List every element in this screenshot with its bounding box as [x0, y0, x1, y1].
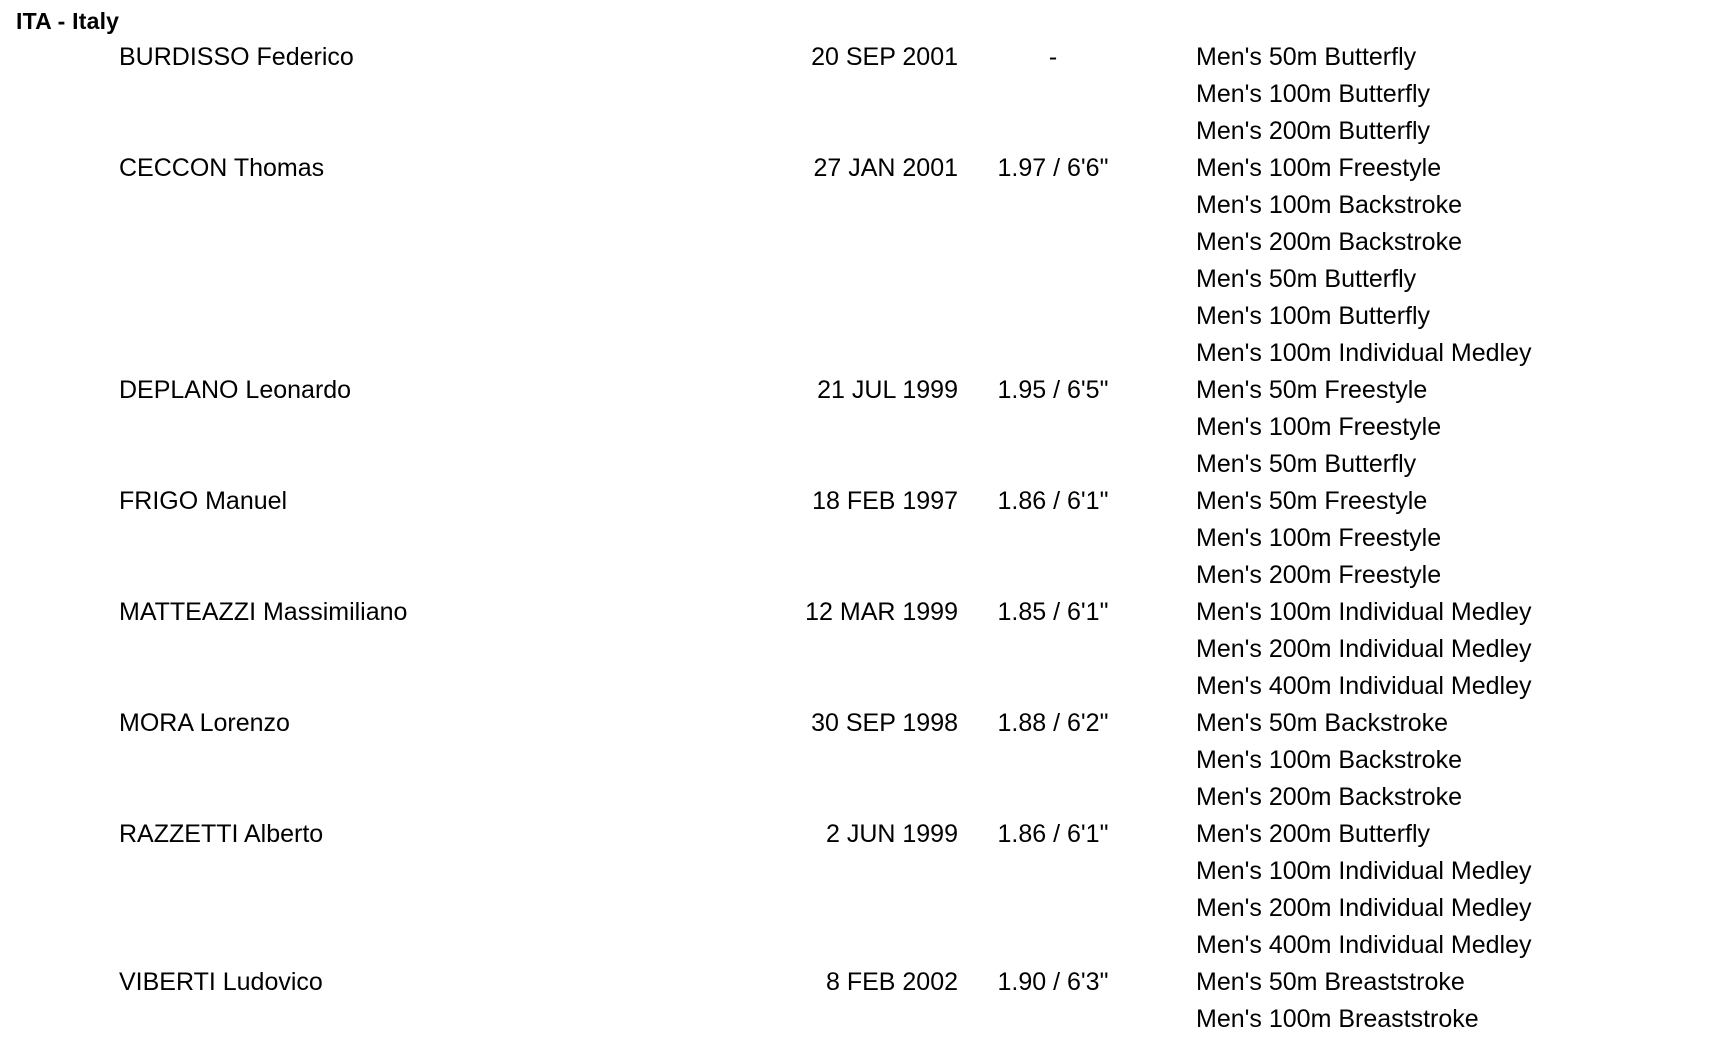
event-list: [1196, 39, 1708, 150]
event-list: [1196, 964, 1708, 1038]
list-item: Men's 100m Freestyle: [1196, 154, 1442, 182]
athlete-date-of-birth: 18 FEB 1997: [812, 487, 958, 515]
list-item: Men's 100m Individual Medley: [1196, 339, 1532, 367]
table-row: [16, 372, 1708, 483]
list-item: Men's 100m Butterfly: [1196, 302, 1431, 330]
athlete-name: MORA Lorenzo: [119, 709, 290, 737]
athlete-events: [1148, 594, 1708, 705]
list-item: Men's 400m Individual Medley: [1196, 931, 1532, 959]
event-list: [1196, 594, 1708, 705]
athlete-roster-body: [16, 39, 1708, 1038]
athlete-name: DEPLANO Leonardo: [119, 376, 352, 404]
athlete-events: [1148, 964, 1708, 1038]
list-item: Men's 200m Individual Medley: [1196, 635, 1532, 663]
event-list: [1196, 705, 1708, 816]
athlete-name: VIBERTI Ludovico: [119, 968, 323, 996]
athlete-date-of-birth: 30 SEP 1998: [811, 709, 958, 737]
list-item: Men's 100m Freestyle: [1196, 413, 1442, 441]
athlete-date-of-birth: 12 MAR 1999: [805, 598, 958, 626]
athlete-events: [1148, 150, 1708, 372]
athlete-date-of-birth: 20 SEP 2001: [811, 43, 958, 71]
list-item: Men's 50m Breaststroke: [1196, 968, 1465, 996]
athlete-events: [1148, 705, 1708, 816]
list-item: Men's 100m Butterfly: [1196, 80, 1431, 108]
athlete-name: RAZZETTI Alberto: [119, 820, 324, 848]
list-item: Men's 100m Individual Medley: [1196, 857, 1532, 885]
athlete-events: [1148, 483, 1708, 594]
list-item: Men's 50m Backstroke: [1196, 709, 1449, 737]
athlete-height: 1.86 / 6'1": [997, 487, 1109, 515]
athlete-date-of-birth: 27 JAN 2001: [813, 154, 958, 182]
athlete-date-of-birth: 2 JUN 1999: [825, 820, 958, 848]
athlete-roster-table: [16, 39, 1708, 1038]
list-item: Men's 50m Butterfly: [1196, 43, 1417, 71]
list-item: Men's 100m Breaststroke: [1196, 1005, 1479, 1033]
athlete-height: 1.85 / 6'1": [997, 598, 1109, 626]
table-row: [16, 816, 1708, 964]
list-item: Men's 200m Butterfly: [1196, 820, 1431, 848]
athlete-height: 1.97 / 6'6": [997, 154, 1109, 182]
table-row: [16, 483, 1708, 594]
list-item: Men's 400m Individual Medley: [1196, 672, 1532, 700]
list-item: Men's 200m Backstroke: [1196, 228, 1462, 256]
list-item: Men's 50m Butterfly: [1196, 450, 1417, 478]
list-item: Men's 100m Backstroke: [1196, 191, 1462, 219]
table-row: [16, 150, 1708, 372]
athlete-height: 1.88 / 6'2": [997, 709, 1109, 737]
event-list: [1196, 150, 1708, 372]
country-header: ITA - Italy: [16, 8, 120, 34]
list-item: Men's 200m Butterfly: [1196, 117, 1431, 145]
athlete-events: [1148, 816, 1708, 964]
list-item: Men's 100m Freestyle: [1196, 524, 1442, 552]
event-list: [1196, 816, 1708, 964]
table-row: [16, 964, 1708, 1038]
athlete-date-of-birth: 8 FEB 2002: [825, 968, 958, 996]
table-row: [16, 39, 1708, 150]
table-row: [16, 705, 1708, 816]
athlete-events: [1148, 39, 1708, 150]
list-item: Men's 100m Individual Medley: [1196, 598, 1532, 626]
list-item: Men's 50m Freestyle: [1196, 376, 1428, 404]
athlete-name: CECCON Thomas: [119, 154, 325, 182]
athlete-name: FRIGO Manuel: [119, 487, 288, 515]
athlete-name: MATTEAZZI Massimiliano: [119, 598, 408, 626]
entry-list-page: [0, 8, 1724, 1060]
athlete-height: 1.95 / 6'5": [997, 376, 1109, 404]
list-item: Men's 200m Backstroke: [1196, 783, 1462, 811]
list-item: Men's 50m Freestyle: [1196, 487, 1428, 515]
event-list: [1196, 483, 1708, 594]
list-item: Men's 200m Individual Medley: [1196, 894, 1532, 922]
athlete-height: 1.86 / 6'1": [997, 820, 1109, 848]
athlete-height: -: [1048, 43, 1058, 71]
event-list: [1196, 372, 1708, 483]
table-row: [16, 594, 1708, 705]
athlete-events: [1148, 372, 1708, 483]
list-item: Men's 50m Butterfly: [1196, 265, 1417, 293]
athlete-name: BURDISSO Federico: [119, 43, 354, 71]
athlete-height: 1.90 / 6'3": [997, 968, 1109, 996]
athlete-date-of-birth: 21 JUL 1999: [817, 376, 958, 404]
list-item: Men's 200m Freestyle: [1196, 561, 1442, 589]
list-item: Men's 100m Backstroke: [1196, 746, 1462, 774]
